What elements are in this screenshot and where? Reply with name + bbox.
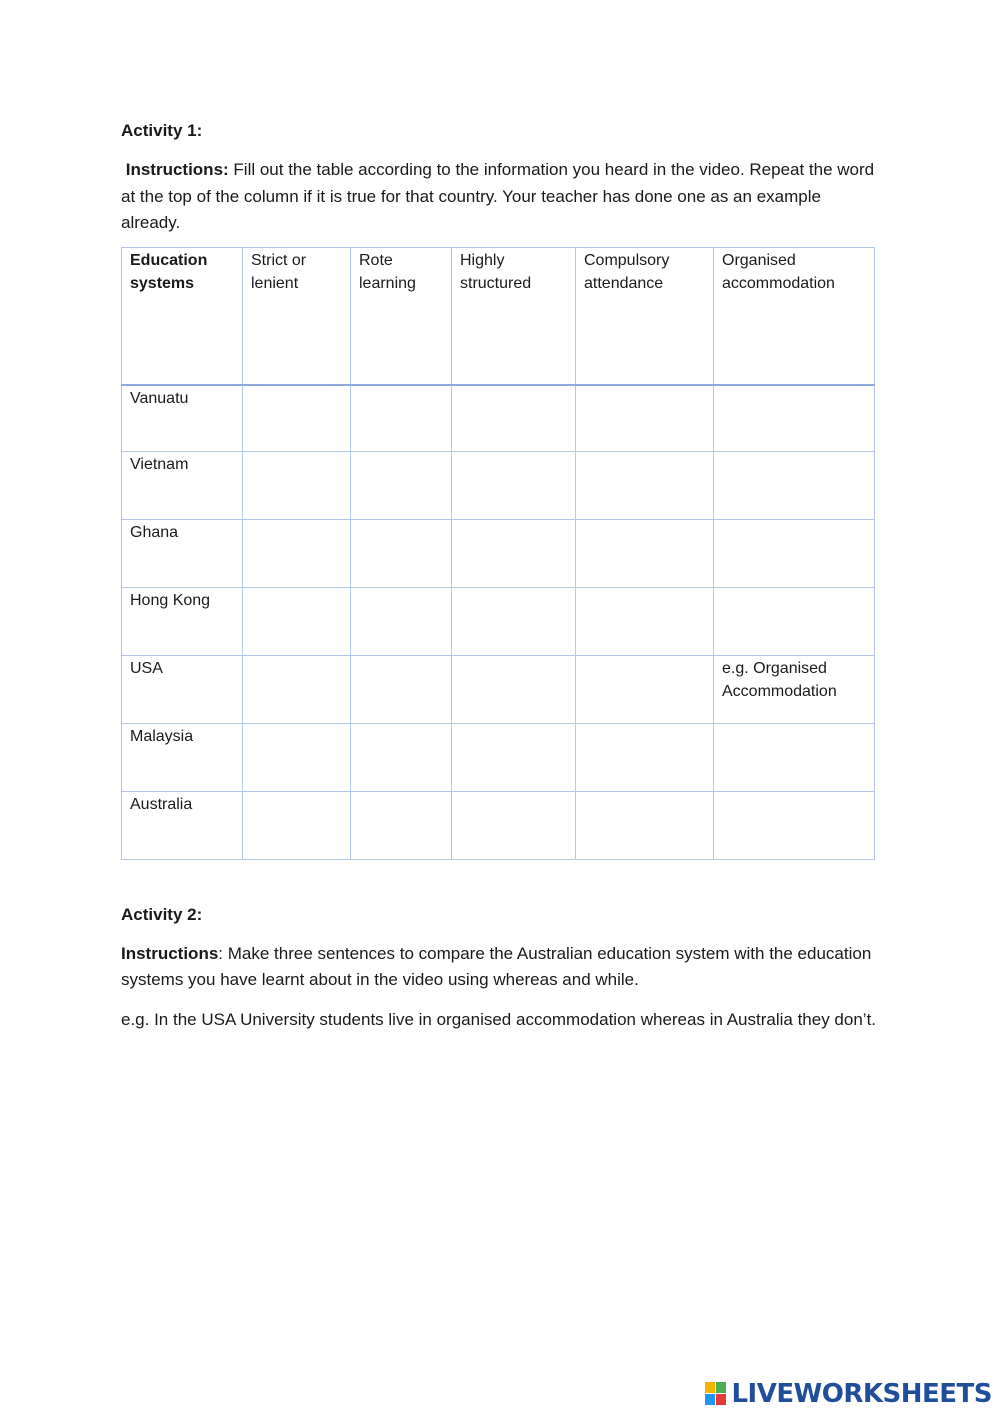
answer-cell[interactable] xyxy=(243,587,351,655)
instructions-label: Instructions xyxy=(121,943,219,963)
activity-1-instructions xyxy=(121,157,881,237)
country-cell: Malaysia xyxy=(122,723,243,791)
example-answer-cell: e.g. Organised Accommodation xyxy=(714,655,875,723)
header-education-systems: Education systems xyxy=(122,247,243,385)
table-row xyxy=(122,791,875,859)
country-cell: Vietnam xyxy=(122,451,243,519)
answer-cell[interactable] xyxy=(351,723,452,791)
answer-cell[interactable] xyxy=(452,519,576,587)
answer-cell[interactable] xyxy=(452,385,576,452)
instructions-label: Instructions: xyxy=(125,160,229,179)
header-organised-accommodation: Organised accommodation xyxy=(714,247,875,385)
example-sentence: e.g. In the USA University students live in organised accommodation whereas in Australia they don’t. xyxy=(121,1009,877,1029)
activity-1-heading: Activity 1: xyxy=(121,121,203,140)
liveworksheets-mark-icon xyxy=(705,1382,727,1406)
answer-cell[interactable] xyxy=(576,655,714,723)
answer-cell[interactable] xyxy=(351,791,452,859)
header-rote-learning: Rote learning xyxy=(351,247,452,385)
answer-cell[interactable] xyxy=(714,587,875,655)
answer-cell[interactable] xyxy=(351,587,452,655)
activity-2-section xyxy=(121,902,881,1034)
answer-cell[interactable] xyxy=(576,519,714,587)
worksheet-page xyxy=(121,118,881,1033)
brand-name: LIVEWORKSHEETS xyxy=(731,1379,992,1409)
header-compulsory-attendance: Compulsory attendance xyxy=(576,247,714,385)
answer-cell[interactable] xyxy=(576,723,714,791)
answer-cell[interactable] xyxy=(452,791,576,859)
country-cell: Ghana xyxy=(122,519,243,587)
answer-cell[interactable] xyxy=(576,385,714,452)
table-row xyxy=(122,519,875,587)
answer-cell[interactable] xyxy=(351,655,452,723)
answer-cell[interactable] xyxy=(714,519,875,587)
answer-cell[interactable] xyxy=(714,723,875,791)
answer-cell[interactable] xyxy=(351,385,452,452)
instructions-text: Fill out the table according to the information you heard in the video. Repeat the word at the top of the column if it is true for that country. Your teacher has done one as an example already. xyxy=(121,160,875,232)
answer-cell[interactable] xyxy=(714,791,875,859)
answer-cell[interactable] xyxy=(243,723,351,791)
table-row xyxy=(122,723,875,791)
answer-cell[interactable] xyxy=(243,519,351,587)
country-cell: Hong Kong xyxy=(122,587,243,655)
answer-cell[interactable] xyxy=(714,451,875,519)
table-row xyxy=(122,587,875,655)
country-cell: USA xyxy=(122,655,243,723)
header-highly-structured: Highly structured xyxy=(452,247,576,385)
answer-cell[interactable] xyxy=(452,451,576,519)
instructions-text: : Make three sentences to compare the Australian education system with the education systems you have learnt about in the video using whereas and while. xyxy=(121,943,872,989)
answer-cell[interactable] xyxy=(452,587,576,655)
answer-cell[interactable] xyxy=(243,451,351,519)
answer-cell[interactable] xyxy=(576,791,714,859)
answer-cell[interactable] xyxy=(243,791,351,859)
header-strict-or-lenient: Strict or lenient xyxy=(243,247,351,385)
answer-cell[interactable] xyxy=(576,587,714,655)
activity-2-instructions xyxy=(121,941,881,994)
answer-cell[interactable] xyxy=(351,519,452,587)
answer-cell[interactable] xyxy=(351,451,452,519)
answer-cell[interactable] xyxy=(452,655,576,723)
answer-cell[interactable] xyxy=(243,385,351,452)
table-row xyxy=(122,385,875,452)
table-header-row xyxy=(122,247,875,385)
table-row xyxy=(122,655,875,723)
education-systems-table xyxy=(121,247,875,860)
activity-2-heading: Activity 2: xyxy=(121,904,203,924)
liveworksheets-logo xyxy=(705,1379,992,1409)
country-cell: Vanuatu xyxy=(122,385,243,452)
table-row xyxy=(122,451,875,519)
country-cell: Australia xyxy=(122,791,243,859)
answer-cell[interactable] xyxy=(243,655,351,723)
answer-cell[interactable] xyxy=(714,385,875,452)
answer-cell[interactable] xyxy=(576,451,714,519)
answer-cell[interactable] xyxy=(452,723,576,791)
